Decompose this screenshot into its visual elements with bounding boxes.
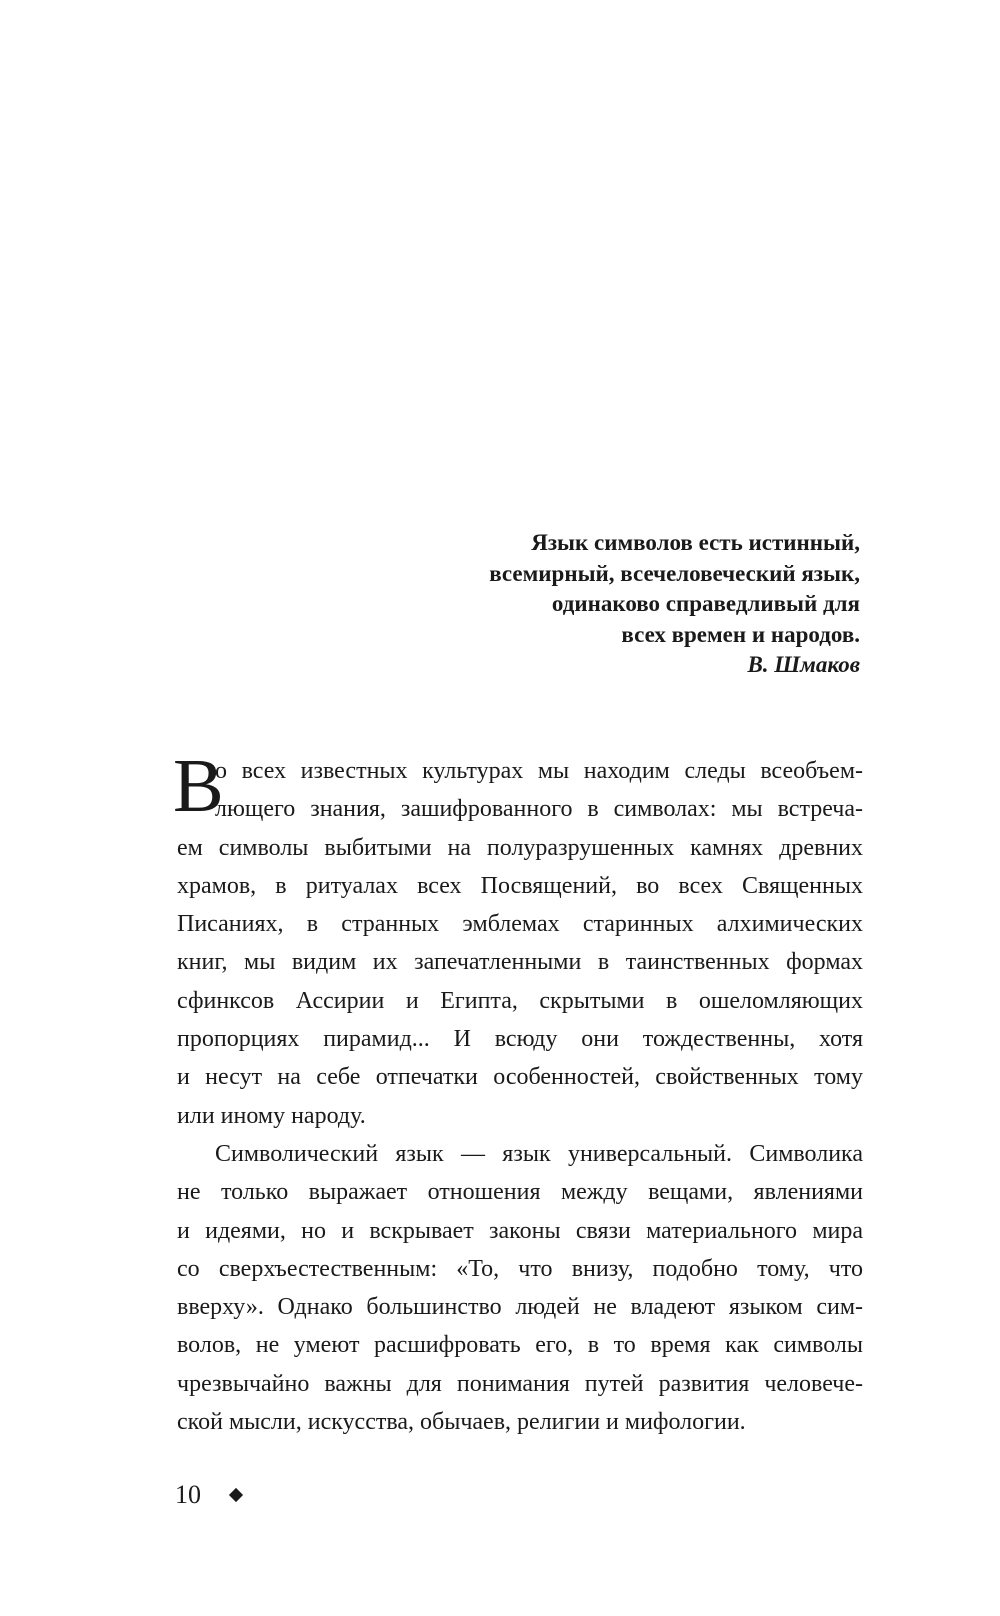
text-line: ской мысли, искусства, обычаев, религии и мифологии. [177,1409,746,1436]
text-line: о всех известных культурах мы находим следы всеобъем- [215,758,863,784]
paragraph-1 [173,744,863,1135]
text-line: Писаниях, в странных эмблемах старинных алхимических [177,911,863,938]
text-line: со сверхъестественным: «То, что внизу, подобно тому, что [177,1255,863,1282]
paragraph-2 [177,1135,863,1441]
drop-cap: В [173,744,224,828]
epigraph-line: всемирный, всечеловеческий язык, [489,560,860,586]
text-line: пропорциях пирамид... И всюду они тождественны, хотя [177,1026,863,1053]
text-line: ем символы выбитыми на полуразрушенных камнях древних [177,834,863,861]
epigraph-author: В. Шмаков [747,652,860,677]
text-line: или иному народу. [177,1102,366,1129]
body-text [173,744,863,1441]
page-footer [175,1480,241,1510]
text-line: сфинксов Ассирии и Египта, скрытыми в ошеломляющих [177,987,863,1014]
epigraph-line: Язык символов есть истинный, [531,530,860,555]
text-line: не только выражает отношения между вещами, явлениями [177,1179,863,1206]
page-number: 10 [175,1480,201,1509]
text-line: и несут на себе отпечатки особенностей, свойственных тому [177,1064,863,1091]
diamond-ornament-icon [229,1488,243,1502]
epigraph-line: всех времен и народов. [621,621,860,647]
text-line: книг, мы видим их запечатленными в таинственных формах [177,949,863,976]
text-line: храмов, в ритуалах всех Посвящений, во всех Священных [177,872,863,899]
text-line: чрезвычайно важны для понимания путей развития человече- [177,1370,863,1397]
text-line: и идеями, но и вскрывает законы связи материального мира [177,1217,863,1244]
text-line: вверху». Однако большинство людей не владеют языком сим- [177,1294,863,1321]
text-line: Символический язык — язык универсальный. Символика [215,1140,863,1167]
text-line: волов, не умеют расшифровать его, в то время как символы [177,1332,863,1359]
epigraph [340,528,860,681]
text-line: лющего знания, зашифрованного в символах: мы встреча- [215,796,863,823]
epigraph-line: одинаково справедливый для [551,591,860,616]
